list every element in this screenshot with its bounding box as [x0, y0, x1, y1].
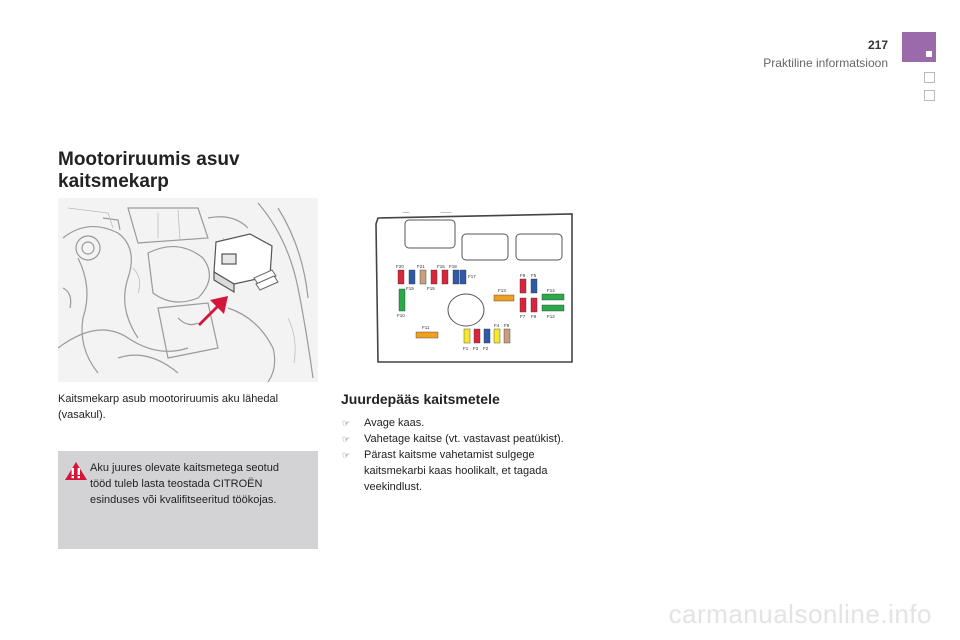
section-tab-active: [902, 32, 936, 62]
step-text: veekindlust.: [364, 481, 423, 493]
warning-exclamation-icon: [64, 461, 88, 481]
access-heading: Juurdepääs kaitsmetele: [341, 391, 500, 407]
section-tab-empty-1: [924, 72, 935, 83]
fuse-label-f8: F8: [504, 323, 510, 328]
warning-line3: esinduses või kvalifitseeritud töökojas.: [90, 494, 277, 506]
section-title: Praktiline informatsioon: [763, 56, 888, 70]
fuse-label-f10: F10: [397, 313, 405, 318]
fuse-label-f11: F11: [422, 325, 430, 330]
pointing-finger-icon: ☞: [342, 450, 351, 460]
page-number: 217: [867, 38, 888, 52]
list-item: [341, 431, 621, 447]
fuse-label-f16: F16: [437, 264, 445, 269]
fuse-label-f9: F9: [520, 273, 526, 278]
list-item: [341, 447, 621, 463]
step-text: Avage kaas.: [364, 417, 425, 429]
fuse-label-f6: F6: [531, 314, 537, 319]
fusebox-location-text: [58, 391, 318, 423]
engine-bay-photo: [58, 198, 318, 382]
fuse-label-f17: F17: [468, 274, 476, 279]
list-item-continuation: [341, 479, 621, 495]
fuse-box-diagram-svg: [374, 212, 576, 367]
fuse-label-f18: F18: [449, 264, 457, 269]
location-text-line1: Kaitsmekarp asub mootoriruumis aku lähedal: [58, 393, 279, 405]
pointing-finger-icon: ☞: [342, 434, 351, 444]
fuse-label-f1: F1: [463, 346, 469, 351]
page-title: [58, 149, 240, 193]
page-title-line1: Mootoriruumis asuv: [58, 149, 240, 170]
fuse-label-f5: F5: [531, 273, 537, 278]
fuse-label-f20: F20: [396, 264, 404, 269]
step-text: Vahetage kaitse (vt. vastavast peatükist).: [364, 433, 564, 445]
step-text: kaitsmekarbi kaas hoolikalt, et tagada: [364, 465, 548, 477]
section-tab-dot: [926, 51, 932, 57]
fuse-label-f15: F15: [427, 286, 435, 291]
fuse-label-f3: F3: [473, 346, 479, 351]
fuse-label-f19: F19: [406, 286, 414, 291]
access-steps: [341, 415, 621, 495]
fuse-label-f21: F21: [417, 264, 425, 269]
warning-line1: Aku juures olevate kaitsmetega seotud: [90, 462, 279, 474]
list-item-continuation: [341, 463, 621, 479]
location-text-line2: (vasakul).: [58, 409, 106, 421]
fuse-label-f14: F14: [547, 288, 555, 293]
fuse-label-f4: F4: [494, 323, 500, 328]
step-text: Pärast kaitsme vahetamist sulgege: [364, 449, 535, 461]
warning-line2: tööd tuleb lasta teostada CITROËN: [90, 478, 263, 490]
pointing-finger-icon: ☞: [342, 418, 351, 428]
watermark: carmanualsonline.info: [668, 599, 932, 629]
section-tab-empty-2: [924, 90, 935, 101]
warning-box: [58, 451, 318, 549]
warning-text: [90, 460, 312, 508]
fuse-label-f2: F2: [483, 346, 489, 351]
fuse-label-f7: F7: [520, 314, 526, 319]
list-item: [341, 415, 621, 431]
page-title-line2: kaitsmekarp: [58, 171, 169, 192]
fuse-box-diagram: [374, 212, 576, 367]
engine-bay-illustration: [58, 198, 318, 382]
fuse-label-f13: F13: [498, 288, 506, 293]
fuse-label-f12: F12: [547, 314, 555, 319]
